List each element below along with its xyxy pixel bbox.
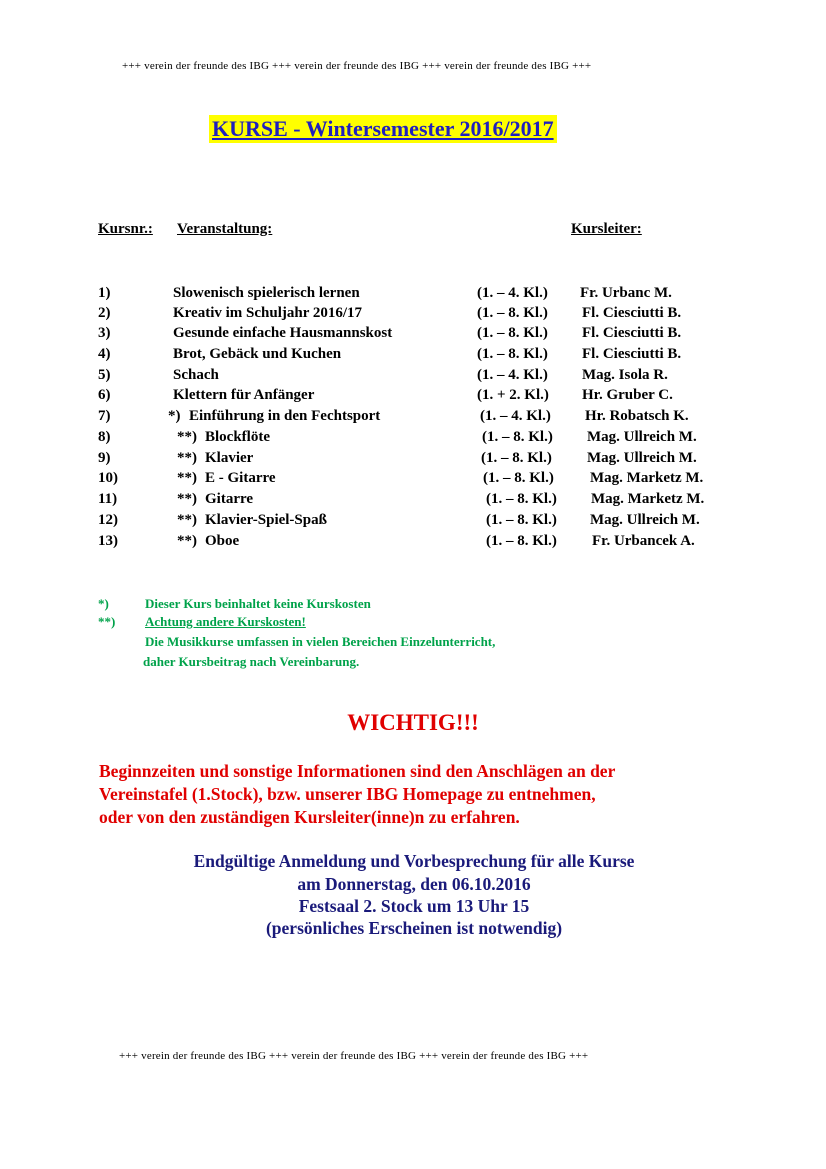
- course-leiter: Mag. Marketz M.: [591, 491, 705, 507]
- course-prefix: *): [168, 408, 181, 424]
- course-klasse: (1. – 8. Kl.): [486, 533, 557, 549]
- note-star2-text: Achtung andere Kurskosten!: [145, 614, 306, 629]
- course-leiter: Fl. Ciesciutti B.: [582, 325, 682, 341]
- course-klasse: (1. – 4. Kl.): [477, 285, 548, 301]
- course-prefix: **): [177, 491, 197, 507]
- anmeldung-line: (persönliches Erscheinen ist notwendig): [265, 918, 563, 938]
- note-star1-mark: *): [98, 596, 109, 611]
- course-name: Gitarre: [205, 491, 254, 507]
- course-name: Klavier: [205, 450, 254, 466]
- course-nr: 4): [98, 346, 111, 362]
- course-nr: 5): [98, 367, 111, 383]
- course-klasse: (1. – 8. Kl.): [477, 346, 548, 362]
- course-klasse: (1. – 8. Kl.): [477, 325, 548, 341]
- course-prefix: **): [177, 450, 197, 466]
- course-prefix: **): [177, 533, 197, 549]
- banner-top: +++ verein der freunde des IBG +++ verein der freunde des IBG +++ verein der freunde des IBG +++: [122, 60, 592, 72]
- header-veranstaltung: Veranstaltung:: [177, 221, 273, 237]
- anmeldung-line: am Donnerstag, den 06.10.2016: [297, 874, 531, 894]
- course-nr: 1): [98, 285, 111, 301]
- course-klasse: (1. + 2. Kl.): [477, 387, 549, 403]
- info-line: Vereinstafel (1.Stock), bzw. unserer IBG Homepage zu entnehmen,: [99, 784, 596, 804]
- course-nr: 3): [98, 325, 111, 341]
- course-nr: 10): [98, 470, 118, 486]
- header-kursleiter: Kursleiter:: [571, 221, 642, 237]
- course-name: Brot, Gebäck und Kuchen: [173, 346, 342, 362]
- course-prefix: **): [177, 470, 197, 486]
- course-nr: 12): [98, 512, 118, 528]
- course-nr: 7): [98, 408, 111, 424]
- course-klasse: (1. – 4. Kl.): [480, 408, 551, 424]
- course-leiter: Mag. Isola R.: [582, 367, 668, 383]
- course-name: Klavier-Spiel-Spaß: [205, 512, 327, 528]
- info-line: Beginnzeiten und sonstige Informationen sind den Anschlägen an der: [99, 761, 616, 781]
- course-leiter: Mag. Ullreich M.: [587, 450, 697, 466]
- anmeldung-line: Festsaal 2. Stock um 13 Uhr 15: [298, 896, 530, 916]
- course-nr: 13): [98, 533, 118, 549]
- banner-bottom: +++ verein der freunde des IBG +++ verein der freunde des IBG +++ verein der freunde des IBG +++: [119, 1050, 589, 1062]
- course-nr: 11): [98, 491, 118, 507]
- course-klasse: (1. – 8. Kl.): [486, 491, 557, 507]
- course-leiter: Fl. Ciesciutti B.: [582, 305, 682, 321]
- course-leiter: Fl. Ciesciutti B.: [582, 346, 682, 362]
- note-star2-mark: **): [98, 614, 116, 629]
- course-leiter: Mag. Ullreich M.: [587, 429, 697, 445]
- course-nr: 6): [98, 387, 111, 403]
- page-title: KURSE - Wintersemester 2016/2017: [209, 115, 557, 143]
- course-klasse: (1. – 4. Kl.): [477, 367, 548, 383]
- note-star2-line2: Die Musikkurse umfassen in vielen Bereichen Einzelunterricht,: [145, 634, 496, 649]
- course-name: E - Gitarre: [205, 470, 276, 486]
- course-klasse: (1. – 8. Kl.): [486, 512, 557, 528]
- course-name: Klettern für Anfänger: [173, 387, 315, 403]
- course-name: Kreativ im Schuljahr 2016/17: [173, 305, 363, 321]
- course-nr: 8): [98, 429, 111, 445]
- course-leiter: Hr. Gruber C.: [582, 387, 673, 403]
- note-star1-text: Dieser Kurs beinhaltet keine Kurskosten: [145, 596, 371, 611]
- course-leiter: Fr. Urbanc M.: [580, 285, 672, 301]
- course-name: Oboe: [205, 533, 240, 549]
- header-kursnr: Kursnr.:: [98, 221, 153, 237]
- course-prefix: **): [177, 429, 197, 445]
- course-name: Schach: [173, 367, 219, 383]
- course-klasse: (1. – 8. Kl.): [482, 429, 553, 445]
- course-name: Einführung in den Fechtsport: [189, 408, 381, 424]
- course-name: Gesunde einfache Hausmannskost: [173, 325, 393, 341]
- course-leiter: Mag. Ullreich M.: [590, 512, 700, 528]
- course-nr: 2): [98, 305, 111, 321]
- course-klasse: (1. – 8. Kl.): [477, 305, 548, 321]
- note-star2-line3: daher Kursbeitrag nach Vereinbarung.: [143, 654, 360, 669]
- course-klasse: (1. – 8. Kl.): [481, 450, 552, 466]
- course-prefix: **): [177, 512, 197, 528]
- anmeldung-line: Endgültige Anmeldung und Vorbesprechung für alle Kurse: [193, 851, 635, 871]
- wichtig-heading: WICHTIG!!!: [347, 710, 479, 735]
- course-klasse: (1. – 8. Kl.): [483, 470, 554, 486]
- course-name: Slowenisch spielerisch lernen: [173, 285, 360, 301]
- course-leiter: Mag. Marketz M.: [590, 470, 704, 486]
- info-line: oder von den zuständigen Kursleiter(inne)n zu erfahren.: [99, 807, 520, 827]
- course-name: Blockflöte: [205, 429, 270, 445]
- course-nr: 9): [98, 450, 111, 466]
- course-leiter: Hr. Robatsch K.: [585, 408, 689, 424]
- course-leiter: Fr. Urbancek A.: [592, 533, 695, 549]
